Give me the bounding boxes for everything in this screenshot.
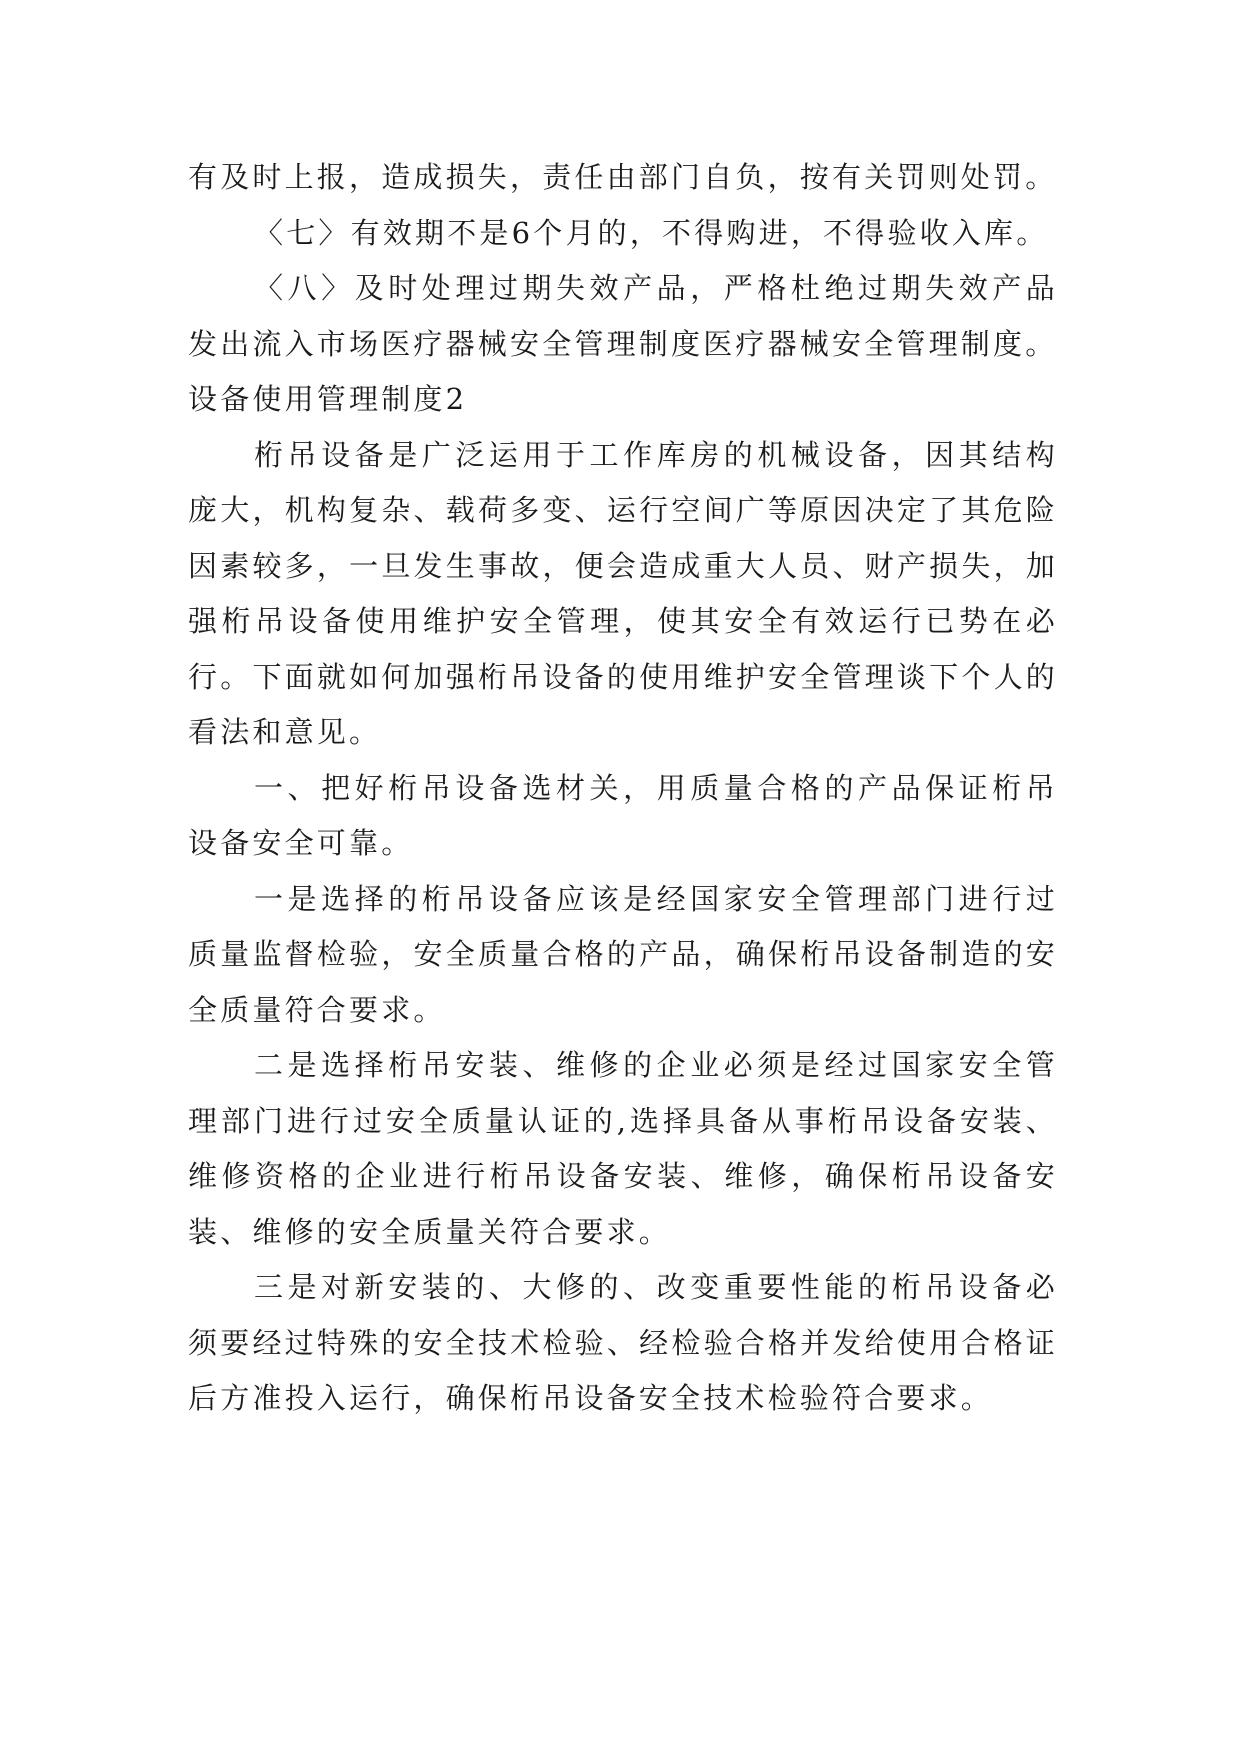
section-heading: 设备使用管理制度2 [188, 382, 468, 416]
document-body [188, 150, 1058, 1427]
paragraph-item-eight: 〈八〉及时处理过期失效产品，严格杜绝过期失效产品发出流入市场医疗器械安全管理制度医疗器械安全管理制度。 [188, 271, 1058, 361]
paragraph-intro: 桁吊设备是广泛运用于工作库房的机械设备，因其结构庞大，机构复杂、载荷多变、运行空间广等原因决定了其危险因素较多，一旦发生事故，便会造成重大人员、财产损失，加强桁吊设备使用维护安全管理，使其安全有效运行已势在必行。下面就如何加强桁吊设备的使用维护安全管理谈下个人的看法和意见。 [188, 437, 1058, 749]
paragraph-sub-three: 三是对新安装的、大修的、改变重要性能的桁吊设备必须要经过特殊的安全技术检验、经检验合格并发给使用合格证后方准投入运行，确保桁吊设备安全技术检验符合要求。 [188, 1270, 1058, 1415]
paragraph-sub-one: 一是选择的桁吊设备应该是经国家安全管理部门进行过质量监督检验，安全质量合格的产品，确保桁吊设备制造的安全质量符合要求。 [188, 881, 1058, 1027]
paragraph-item-seven: 〈七〉有效期不是6个月的，不得购进，不得验收入库。 [254, 215, 1049, 250]
paragraph-sub-two: 二是选择桁吊安装、维修的企业必须是经过国家安全管理部门进行过安全质量认证的,选择具备从事桁吊设备安装、维修资格的企业进行桁吊设备安装、维修，确保桁吊设备安装、维修的安全质量关符合要求。 [188, 1048, 1058, 1249]
paragraph-point-one: 一、把好桁吊设备选材关，用质量合格的产品保证桁吊设备安全可靠。 [188, 770, 1058, 860]
paragraph-continuation: 有及时上报，造成损失，责任由部门自负，按有关罚则处罚。 [188, 160, 1058, 194]
